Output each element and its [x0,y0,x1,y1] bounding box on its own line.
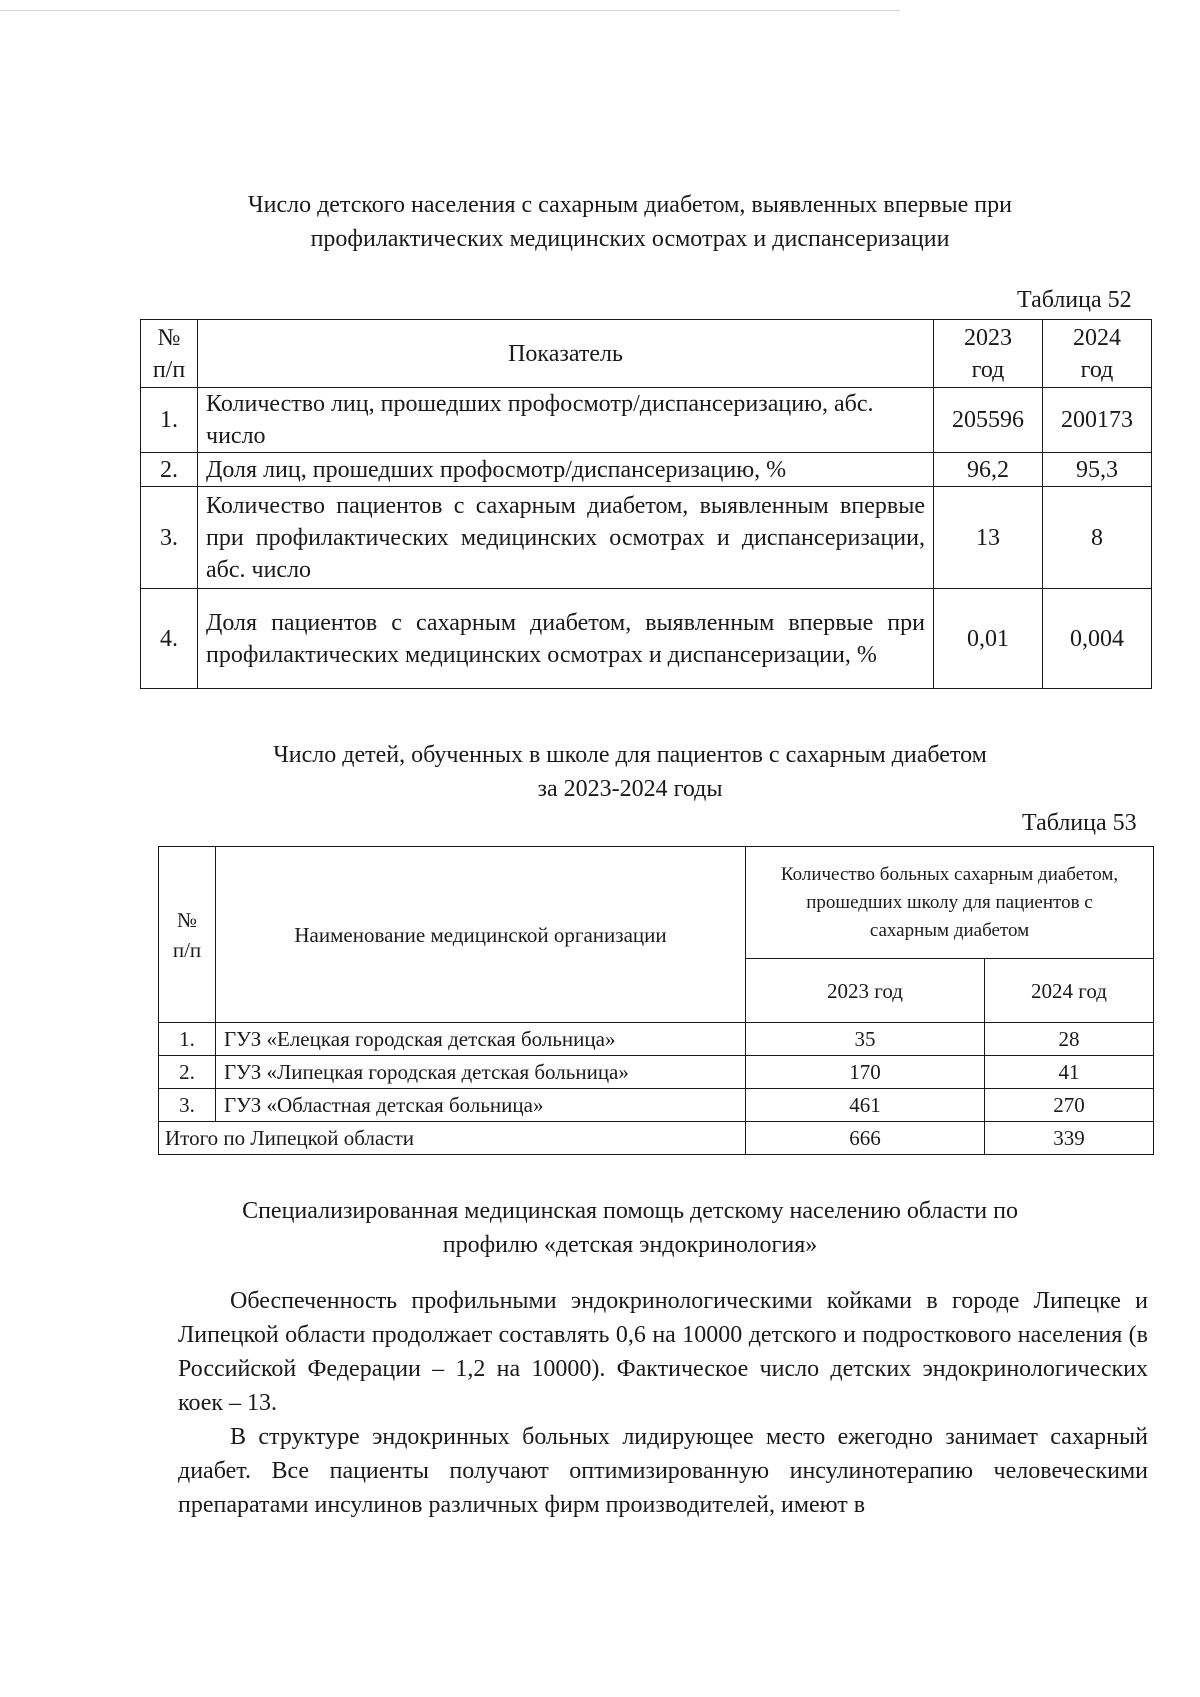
row-num: 3. [141,487,198,589]
table53-total-row [159,1122,1154,1155]
table52-header-num-line2: п/п [152,356,186,383]
row-value-2024: 41 [985,1056,1154,1089]
row-org: ГУЗ «Липецкая городская детская больница» [216,1056,746,1089]
total-value-2024: 339 [985,1122,1154,1155]
table53-header-num-line2: п/п [172,937,202,962]
table-row [159,1056,1154,1089]
row-value-2023: 96,2 [934,453,1043,487]
paragraph: В структуре эндокринных больных лидирующее место ежегодно занимает сахарный диабет. Все пациенты получают оптимизированную инсулинотерапию человеческими препаратами инсулинов различных фирм производителей, имеют в [178,1424,1148,1518]
table-row [141,589,1152,689]
row-num: 1. [141,388,198,453]
table53-header-row [159,847,1154,959]
table52-label: Таблица 52 [1017,287,1132,313]
table52-title-line1: Число детского населения с сахарным диабетом, выявленных впервые при [248,192,1012,218]
paragraph: Обеспеченность профильными эндокринологическими койками в городе Липецке и Липецкой области продолжает составлять 0,6 на 10000 детского и подросткового населения (в Российской Федерации – 1,2 на 10000). Фактическое число детских эндокринологических коек – 13. [178,1288,1148,1416]
section-title-line2: профилю «детская эндокринология» [442,1232,818,1258]
table52-header-row [141,320,1152,388]
section-title [150,1194,1110,1262]
row-num: 2. [141,453,198,487]
row-indicator: Количество пациентов с сахарным диабетом, выявленным впервые при профилактических медицинских осмотрах и диспансеризации, абс. число [198,487,934,589]
total-value-2023: 666 [746,1122,985,1155]
section-body [178,1284,1148,1522]
row-num: 3. [159,1089,216,1122]
row-value-2023: 35 [746,1023,985,1056]
table-row [159,1089,1154,1122]
table52-header-2024-line2: год [1080,356,1114,383]
table52-header-2024 [1043,320,1152,388]
row-num: 1. [159,1023,216,1056]
table-row [141,453,1152,487]
scan-edge-line [0,10,900,11]
row-value-2023: 13 [934,487,1043,589]
table-row [141,388,1152,453]
row-org: ГУЗ «Елецкая городская детская больница» [216,1023,746,1056]
total-label: Итого по Липецкой области [159,1122,746,1155]
table53-title-line1: Число детей, обученных в школе для пациентов с сахарным диабетом [273,742,987,768]
row-value-2023: 205596 [934,388,1043,453]
table53-label: Таблица 53 [1022,810,1137,836]
row-value-2024: 200173 [1043,388,1152,453]
table52-title [150,188,1110,256]
table52 [140,319,1152,689]
row-value-2024: 95,3 [1043,453,1152,487]
table53-header-num [159,847,216,1023]
row-value-2024: 270 [985,1089,1154,1122]
table53-header-group: Количество больных сахарным диабетом, прошедших школу для пациентов с сахарным диабетом [746,847,1154,959]
row-org: ГУЗ «Областная детская больница» [216,1089,746,1122]
table52-header-2023-line1: 2023 [964,324,1012,351]
row-num: 4. [141,589,198,689]
table52-header-indicator: Показатель [198,320,934,388]
table52-title-line2: профилактических медицинских осмотрах и диспансеризации [310,226,950,252]
row-value-2023: 170 [746,1056,985,1089]
section-title-line1: Специализированная медицинская помощь детскому населению области по [242,1198,1018,1224]
table53-header-2024: 2024 год [985,959,1154,1023]
row-indicator: Доля лиц, прошедших профосмотр/диспансеризацию, % [198,453,934,487]
table52-header-2023-line2: год [971,356,1005,383]
row-value-2024: 8 [1043,487,1152,589]
table52-header-num-line1: № [157,324,181,351]
table53-header-2023: 2023 год [746,959,985,1023]
row-num: 2. [159,1056,216,1089]
table52-header-2024-line1: 2024 [1073,324,1121,351]
table53-title [150,738,1110,806]
table-row [159,1023,1154,1056]
row-value-2023: 0,01 [934,589,1043,689]
table52-header-2023 [934,320,1043,388]
row-indicator: Количество лиц, прошедших профосмотр/диспансеризацию, абс. число [198,388,934,453]
row-indicator: Доля пациентов с сахарным диабетом, выявленным впервые при профилактических медицинских осмотрах и диспансеризации, % [198,589,934,689]
table53-header-org: Наименование медицинской организации [216,847,746,1023]
row-value-2023: 461 [746,1089,985,1122]
row-value-2024: 0,004 [1043,589,1152,689]
table53 [158,846,1154,1155]
table52-header-num [141,320,198,388]
table53-header-num-line1: № [176,907,198,932]
row-value-2024: 28 [985,1023,1154,1056]
table53-title-line2: за 2023-2024 годы [537,776,723,802]
table-row [141,487,1152,589]
